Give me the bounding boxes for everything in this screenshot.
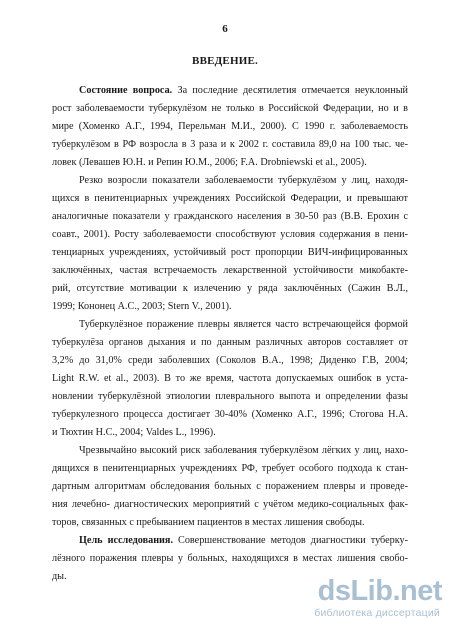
text-line [52,154,408,172]
line-text: Резко возросли показатели заболеваемости туберкулёзом у лиц, находя- [79,175,408,186]
line-text: 3,2% до 31,0% среди заболевших (Соколов В.А., 1998; Диденко Г.В, 2004; [52,355,408,366]
line-text: тенциарных учреждениях, устойчивый рост пропорции ВИЧ-инфицированных [52,247,408,258]
text-line [52,226,408,244]
paragraph-lead: Цель исследования. [79,535,173,546]
line-text: ния лечебно- диагностических мероприятий с учётом медико-социальных фак- [52,499,408,510]
line-text: туберкулёзом в РФ возросла в 3 раза и к 2002 г. составила 89,0 на 100 тыс. че- [52,139,408,150]
text-line [52,370,408,388]
text-line [52,244,408,262]
line-text: туберкулезного процесса достигает 30-40% (Хоменко А.Г., 1996; Стогова Н.А. [52,409,408,420]
text-line [52,406,408,424]
text-line [52,424,408,442]
line-text: рий, отсутствие мотивации к излечению у ряда заключённых (Сажин В.Л., [52,283,408,294]
text-line [52,172,408,190]
text-line [52,280,408,298]
text-line [52,388,408,406]
watermark [252,576,442,624]
line-text: заключённых, частая встречаемость лекарственной устойчивости микобакте- [52,265,408,276]
text-line [52,442,408,460]
text-line [52,514,408,532]
line-text: 1999; Кононец А.С., 2003; Stern V., 2001). [52,301,232,312]
line-text: Чрезвычайно высокий риск заболевания туберкулёзом лёгких у лиц, нахо- [79,445,408,456]
text-line [52,136,408,154]
text-line [52,118,408,136]
text-line [52,298,408,316]
text-line [52,478,408,496]
line-text: За последние десятилетия отмечается неуклонный [172,85,408,96]
line-text: аналогичные показатели у гражданского населения в 30-50 раз (В.В. Ерохин с [52,211,408,222]
text-line [52,460,408,478]
line-text: лёзного поражения плевры у больных, находящихся в местах лишения свобо- [52,553,408,564]
line-text: ловек (Левашев Ю.Н. и Репин Ю.М., 2006; F.A. Drobniewski et al., 2005). [52,157,367,168]
paragraph-lead: Состояние вопроса. [79,85,173,96]
line-text: рост заболеваемости туберкулёзом не только в Российской Федерации, но и в [52,103,408,114]
paragraph [52,82,408,172]
line-text: щихся в пенитенциарных учреждениях Российской Федерации, и превышают [52,193,408,204]
line-text: Light R.W. et al., 2003). В то же время, частота допускаемых ошибок в уста- [52,373,408,384]
line-text: ды. [52,571,67,582]
section-heading: ВВЕДЕНИЕ. [192,55,258,67]
watermark-logo: dsLib.net [317,575,442,607]
line-text: туберкулёза органов дыхания и по данным различных авторов составляет от [52,337,408,348]
line-text: дящихся в пенитенциарных учреждениях РФ, требует особого подхода к стан- [52,463,408,474]
text-line [52,100,408,118]
line-text: Совершенствование методов диагностики туберку- [173,535,408,546]
line-text: торов, связанных с пребыванием пациентов в местах лишения свободы. [52,517,365,528]
line-text: соавт., 2001). Росту заболеваемости способствуют условия содержания в пени- [52,229,408,240]
paragraph [52,442,408,532]
paragraph [52,316,408,442]
text-line [52,496,408,514]
line-text: дартным алгоритмам обследования больных с поражением плевры и проведе- [52,481,408,492]
paragraph [52,172,408,316]
watermark-subtitle: библиотека диссертаций [314,607,440,619]
page-number: 6 [222,23,228,35]
text-line [52,334,408,352]
line-text: новлении туберкулёзной этиологии плеврального выпота и определении фазы [52,391,408,402]
document-body [52,82,408,586]
line-text: Туберкулёзное поражение плевры является часто встречающейся формой [79,319,408,330]
text-line [52,316,408,334]
text-line [52,262,408,280]
line-text: мире (Хоменко А.Г., 1994, Перельман М.И., 2000). С 1990 г. заболеваемость [52,121,408,132]
text-line [52,550,408,568]
text-line [52,82,408,100]
text-line [52,532,408,550]
text-line [52,352,408,370]
line-text: и Тюхтин Н.С., 2004; Valdes L., 1996). [52,427,216,438]
text-line [52,208,408,226]
text-line [52,190,408,208]
